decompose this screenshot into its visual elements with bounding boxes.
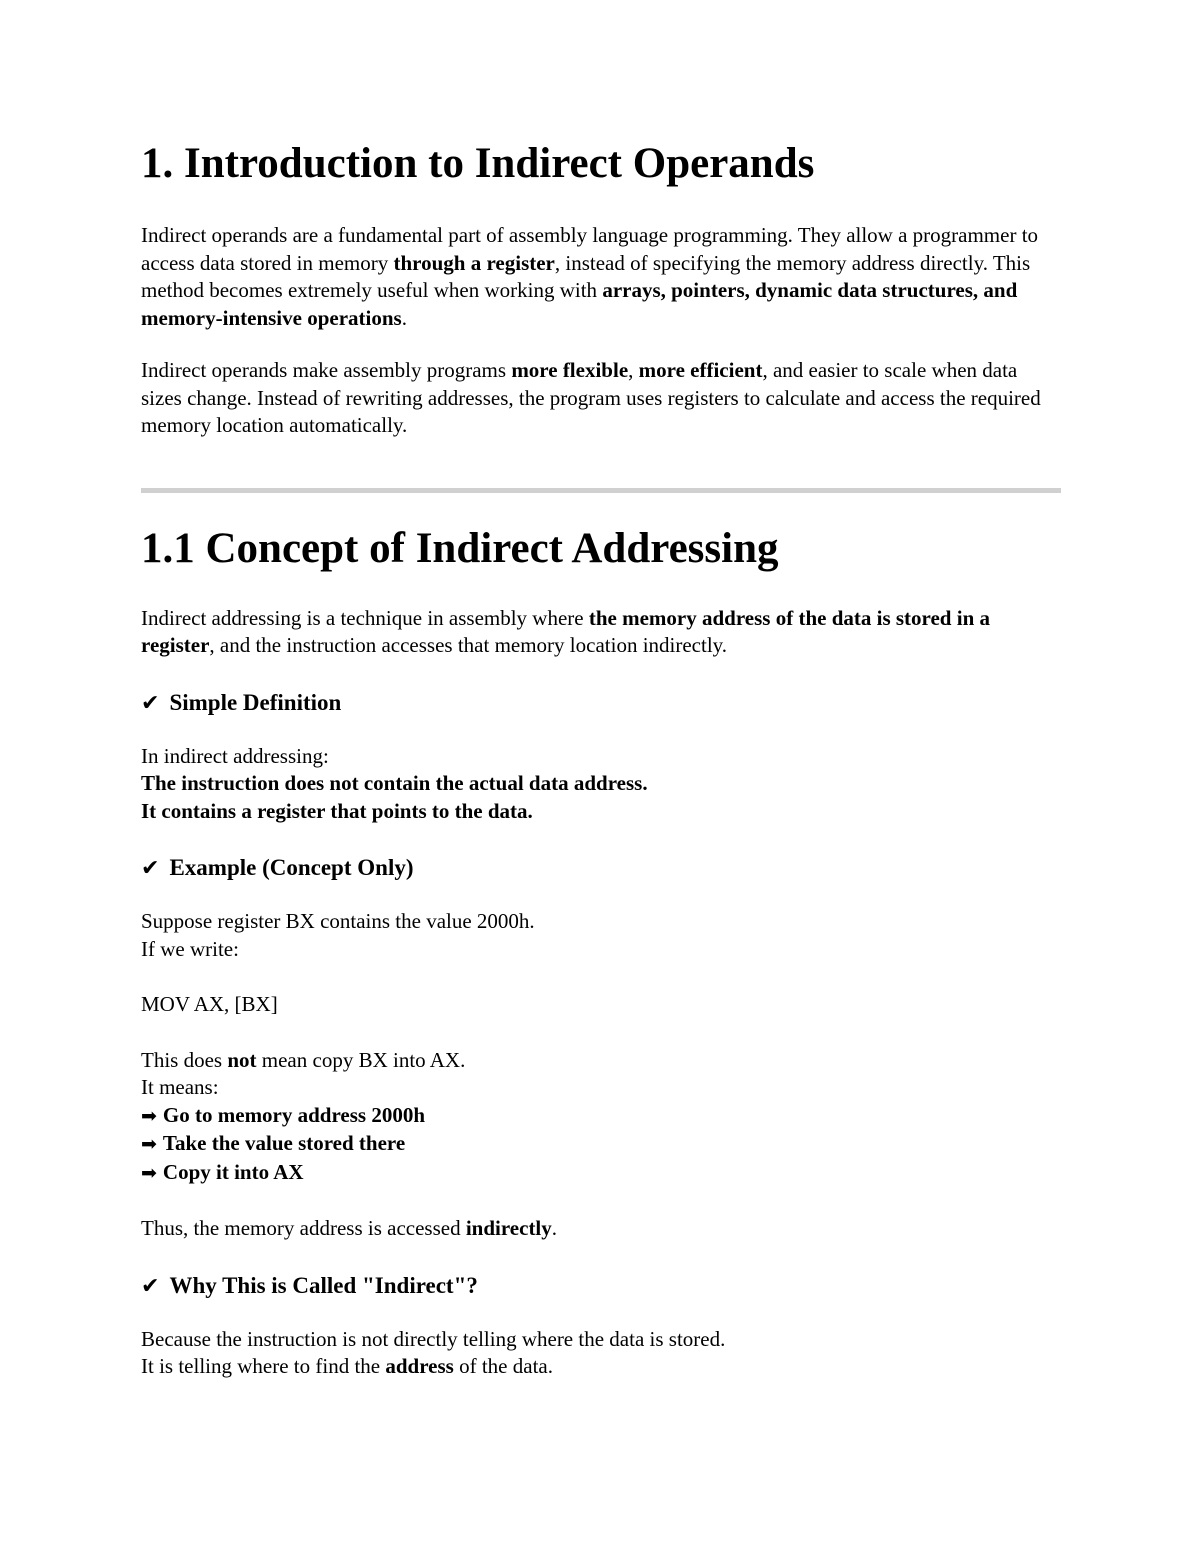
- text-run: It is telling where to find the: [141, 1354, 386, 1378]
- text-run: .: [551, 1216, 558, 1240]
- definition-lead: In indirect addressing:: [141, 743, 329, 768]
- example-explanation: [141, 1047, 1061, 1188]
- arrow-right-icon: ➡: [141, 1104, 157, 1127]
- why-line-1: Because the instruction is not directly telling where the data is stored.: [141, 1326, 726, 1351]
- arrow-right-icon: ➡: [141, 1161, 157, 1184]
- intro-paragraph-2: [141, 357, 1061, 440]
- bold-run: arrays, pointers, dynamic data structures, and memory-intensive operations: [141, 278, 1018, 330]
- text-run: mean copy BX into AX.: [256, 1047, 466, 1072]
- intro-paragraph-1: [141, 222, 1061, 332]
- horizontal-divider: [141, 488, 1061, 493]
- text-run: This does: [141, 1047, 228, 1072]
- definition-line-2: It contains a register that points to the data.: [141, 798, 533, 823]
- text-run: Thus, the memory address is accessed: [141, 1216, 466, 1240]
- example-setup: [141, 908, 1061, 963]
- document-page: [141, 138, 1061, 1381]
- step-item: Go to memory address 2000h: [162, 1102, 426, 1127]
- definition-line-1: The instruction does not contain the actual data address.: [141, 771, 648, 795]
- arrow-right-icon: ➡: [141, 1133, 157, 1155]
- bold-run: the memory address of the data is stored in a register: [141, 605, 990, 657]
- bold-run: not: [227, 1047, 257, 1072]
- text-run: Indirect addressing is a technique in assembly where: [141, 605, 589, 630]
- checkmark-icon: ✔: [141, 1273, 160, 1299]
- text-run: , and the instruction accesses that memory location indirectly.: [209, 633, 728, 657]
- step-item: Copy it into AX: [162, 1159, 304, 1184]
- bold-run: more flexible: [511, 358, 629, 382]
- definition-block: [141, 743, 1061, 826]
- code-snippet: MOV AX, [BX]: [141, 992, 278, 1016]
- section-title-introduction: 1. Introduction to Indirect Operands: [141, 140, 815, 187]
- example-conclusion: [141, 1215, 1061, 1243]
- bold-run: more efficient: [638, 358, 763, 382]
- bold-run: through a register: [393, 250, 555, 275]
- subheading-example: [141, 853, 1061, 884]
- concept-intro-paragraph: [141, 605, 1061, 660]
- subheading-simple-definition: [141, 688, 1061, 719]
- text-run: ,: [628, 358, 639, 382]
- text-run: , instead of specifying the memory address directly. This method becomes extremely useful when working with: [141, 250, 1031, 302]
- subheading-label: Example (Concept Only): [169, 855, 414, 880]
- bold-run: address: [385, 1354, 454, 1378]
- text-run: It means:: [141, 1075, 219, 1099]
- text-run: , and easier to scale when data sizes change. Instead of rewriting addresses, the program uses registers to calculate and access the required memory location automatically.: [141, 358, 1041, 437]
- subheading-label: Why This is Called "Indirect"?: [169, 1272, 478, 1298]
- subheading-label: Simple Definition: [169, 689, 342, 715]
- checkmark-icon: ✔: [141, 856, 160, 881]
- checkmark-icon: ✔: [141, 690, 160, 716]
- example-line-1: Suppose register BX contains the value 2000h.: [141, 909, 535, 933]
- bold-run: indirectly: [465, 1216, 552, 1240]
- why-explanation: [141, 1326, 1061, 1381]
- text-run: Indirect operands are a fundamental part of assembly language programming. They allow a programmer to access data stored in memory: [141, 223, 1039, 275]
- text-run: .: [401, 305, 407, 330]
- section-title-concept: 1.1 Concept of Indirect Addressing: [141, 524, 779, 572]
- text-run: Indirect operands make assembly programs: [141, 358, 512, 382]
- text-run: of the data.: [453, 1354, 553, 1378]
- step-item: Take the value stored there: [162, 1131, 406, 1155]
- subheading-why-indirect: [141, 1271, 1061, 1302]
- example-line-2: If we write:: [141, 936, 239, 961]
